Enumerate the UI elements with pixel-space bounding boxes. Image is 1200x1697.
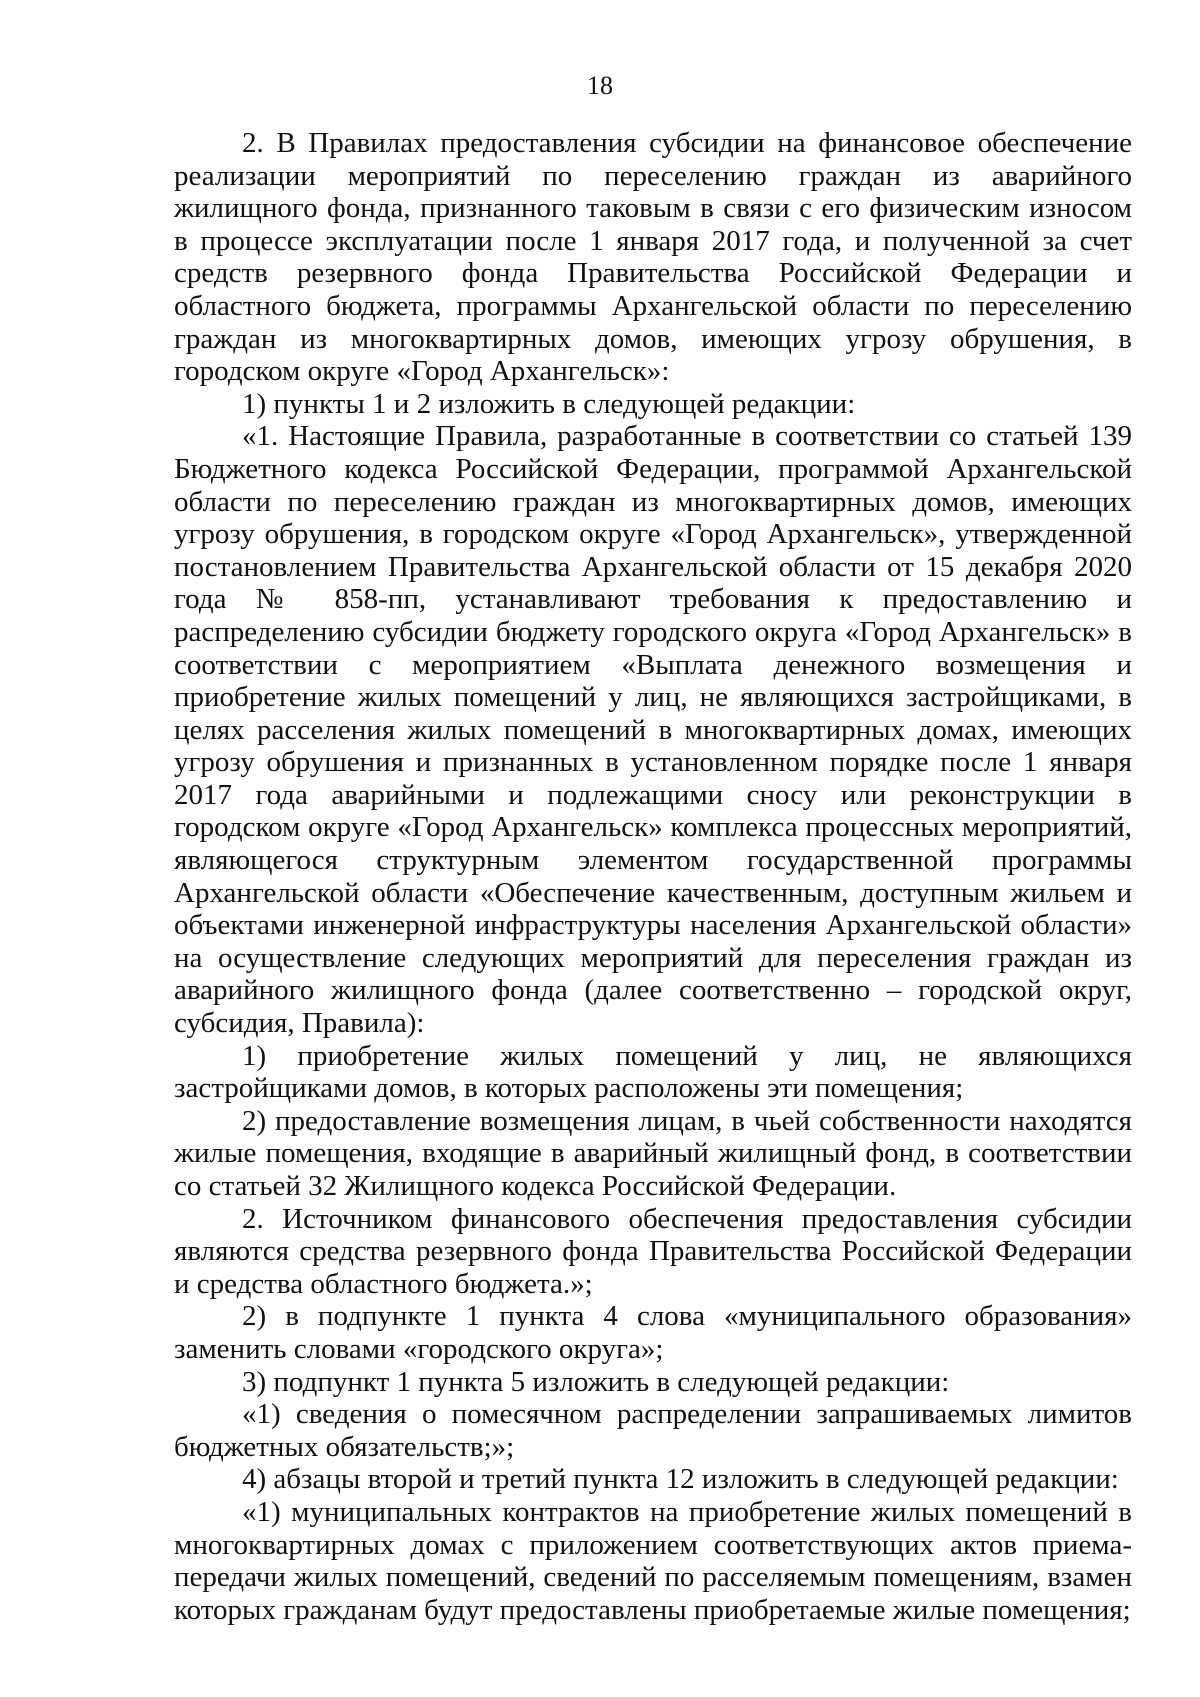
paragraph-subpoint-1: 1) приобретение жилых помещений у лиц, не являющихся застройщиками домов, в которых расположены эти помещения; bbox=[174, 1039, 1132, 1105]
paragraph-item-4-text: «1) муниципальных контрактов на приобретение жилых помещений в многоквартирных домах с приложением соответствующих актов приема-передачи жилых помещений, сведений по расселяемым помещениям, взамен которых гражданам будут предоставлены приобретаемые жилые помещения; bbox=[174, 1495, 1132, 1626]
paragraph-item-4: 4) абзацы второй и третий пункта 12 изложить в следующей редакции: bbox=[242, 1463, 1119, 1496]
page-number: 18 bbox=[587, 71, 613, 100]
paragraph-rules-point-2: 2. Источником финансового обеспечения предоставления субсидии являются средства резервного фонда Правительства Российской Федерации и средства областного бюджета.»; bbox=[174, 1202, 1132, 1300]
paragraph-item-1: 1) пункты 1 и 2 изложить в следующей редакции: bbox=[242, 387, 856, 420]
paragraph-item-2: 2) в подпункте 1 пункта 4 слова «муниципального образования» заменить словами «городского округа»; bbox=[174, 1300, 1132, 1365]
paragraph-item-3-text: «1) сведения о помесячном распределении запрашиваемых лимитов бюджетных обязательств;»; bbox=[174, 1398, 1132, 1463]
paragraph-item-3: 3) подпункт 1 пункта 5 изложить в следующей редакции: bbox=[242, 1365, 950, 1398]
paragraph-amendment-intro: 2. В Правилах предоставления субсидии на финансовое обеспечение реализации мероприятий по переселению граждан из аварийного жилищного фонда, признанного таковым в связи с его физическим износом в процессе эксплуатации после 1 января 2017 года, и полученной за счет средств резервного фонда Правительства Российской Федерации и областного бюджета, программы Архангельской области по переселению граждан из многоквартирных домов, имеющих угрозу обрушения, в городском округе «Город Архангельск»: bbox=[174, 127, 1132, 388]
paragraph-rules-point-1: «1. Настоящие Правила, разработанные в соответствии со статьей 139 Бюджетного кодекса Российской Федерации, программой Архангельской области по переселению граждан из многоквартирных домов, имеющих угрозу обрушения, в городском округе «Город Архангельск», утвержденной постановлением Правительства Архангельской области от 15 декабря 2020 года № 858-пп, устанавливают требования к предоставлению и распределению субсидии бюджету городского округа «Город Архангельск» в соответствии с мероприятием «Выплата денежного возмещения и приобретение жилых помещений у лиц, не являющихся застройщиками, в целях расселения жилых помещений в многоквартирных домах, имеющих угрозу обрушения и признанных в установленном порядке после 1 января 2017 года аварийными и подлежащими сносу или реконструкции в городском округе «Город Архангельск» комплекса процессных мероприятий, являющегося структурным элементом государственной программы Архангельской области «Обеспечение качественным, доступным жильем и объектами инженерной инфраструктуры населения Архангельской области» на осуществление следующих мероприятий для переселения граждан из аварийного жилищного фонда (далее соответственно – городской округ, субсидия, Правила): bbox=[174, 420, 1132, 1040]
document-body bbox=[174, 127, 1132, 1626]
paragraph-subpoint-2: 2) предоставление возмещения лицам, в чьей собственности находятся жилые помещения, входящие в аварийный жилищный фонд, в соответствии со статьей 32 Жилищного кодекса Российской Федерации. bbox=[174, 1104, 1132, 1202]
